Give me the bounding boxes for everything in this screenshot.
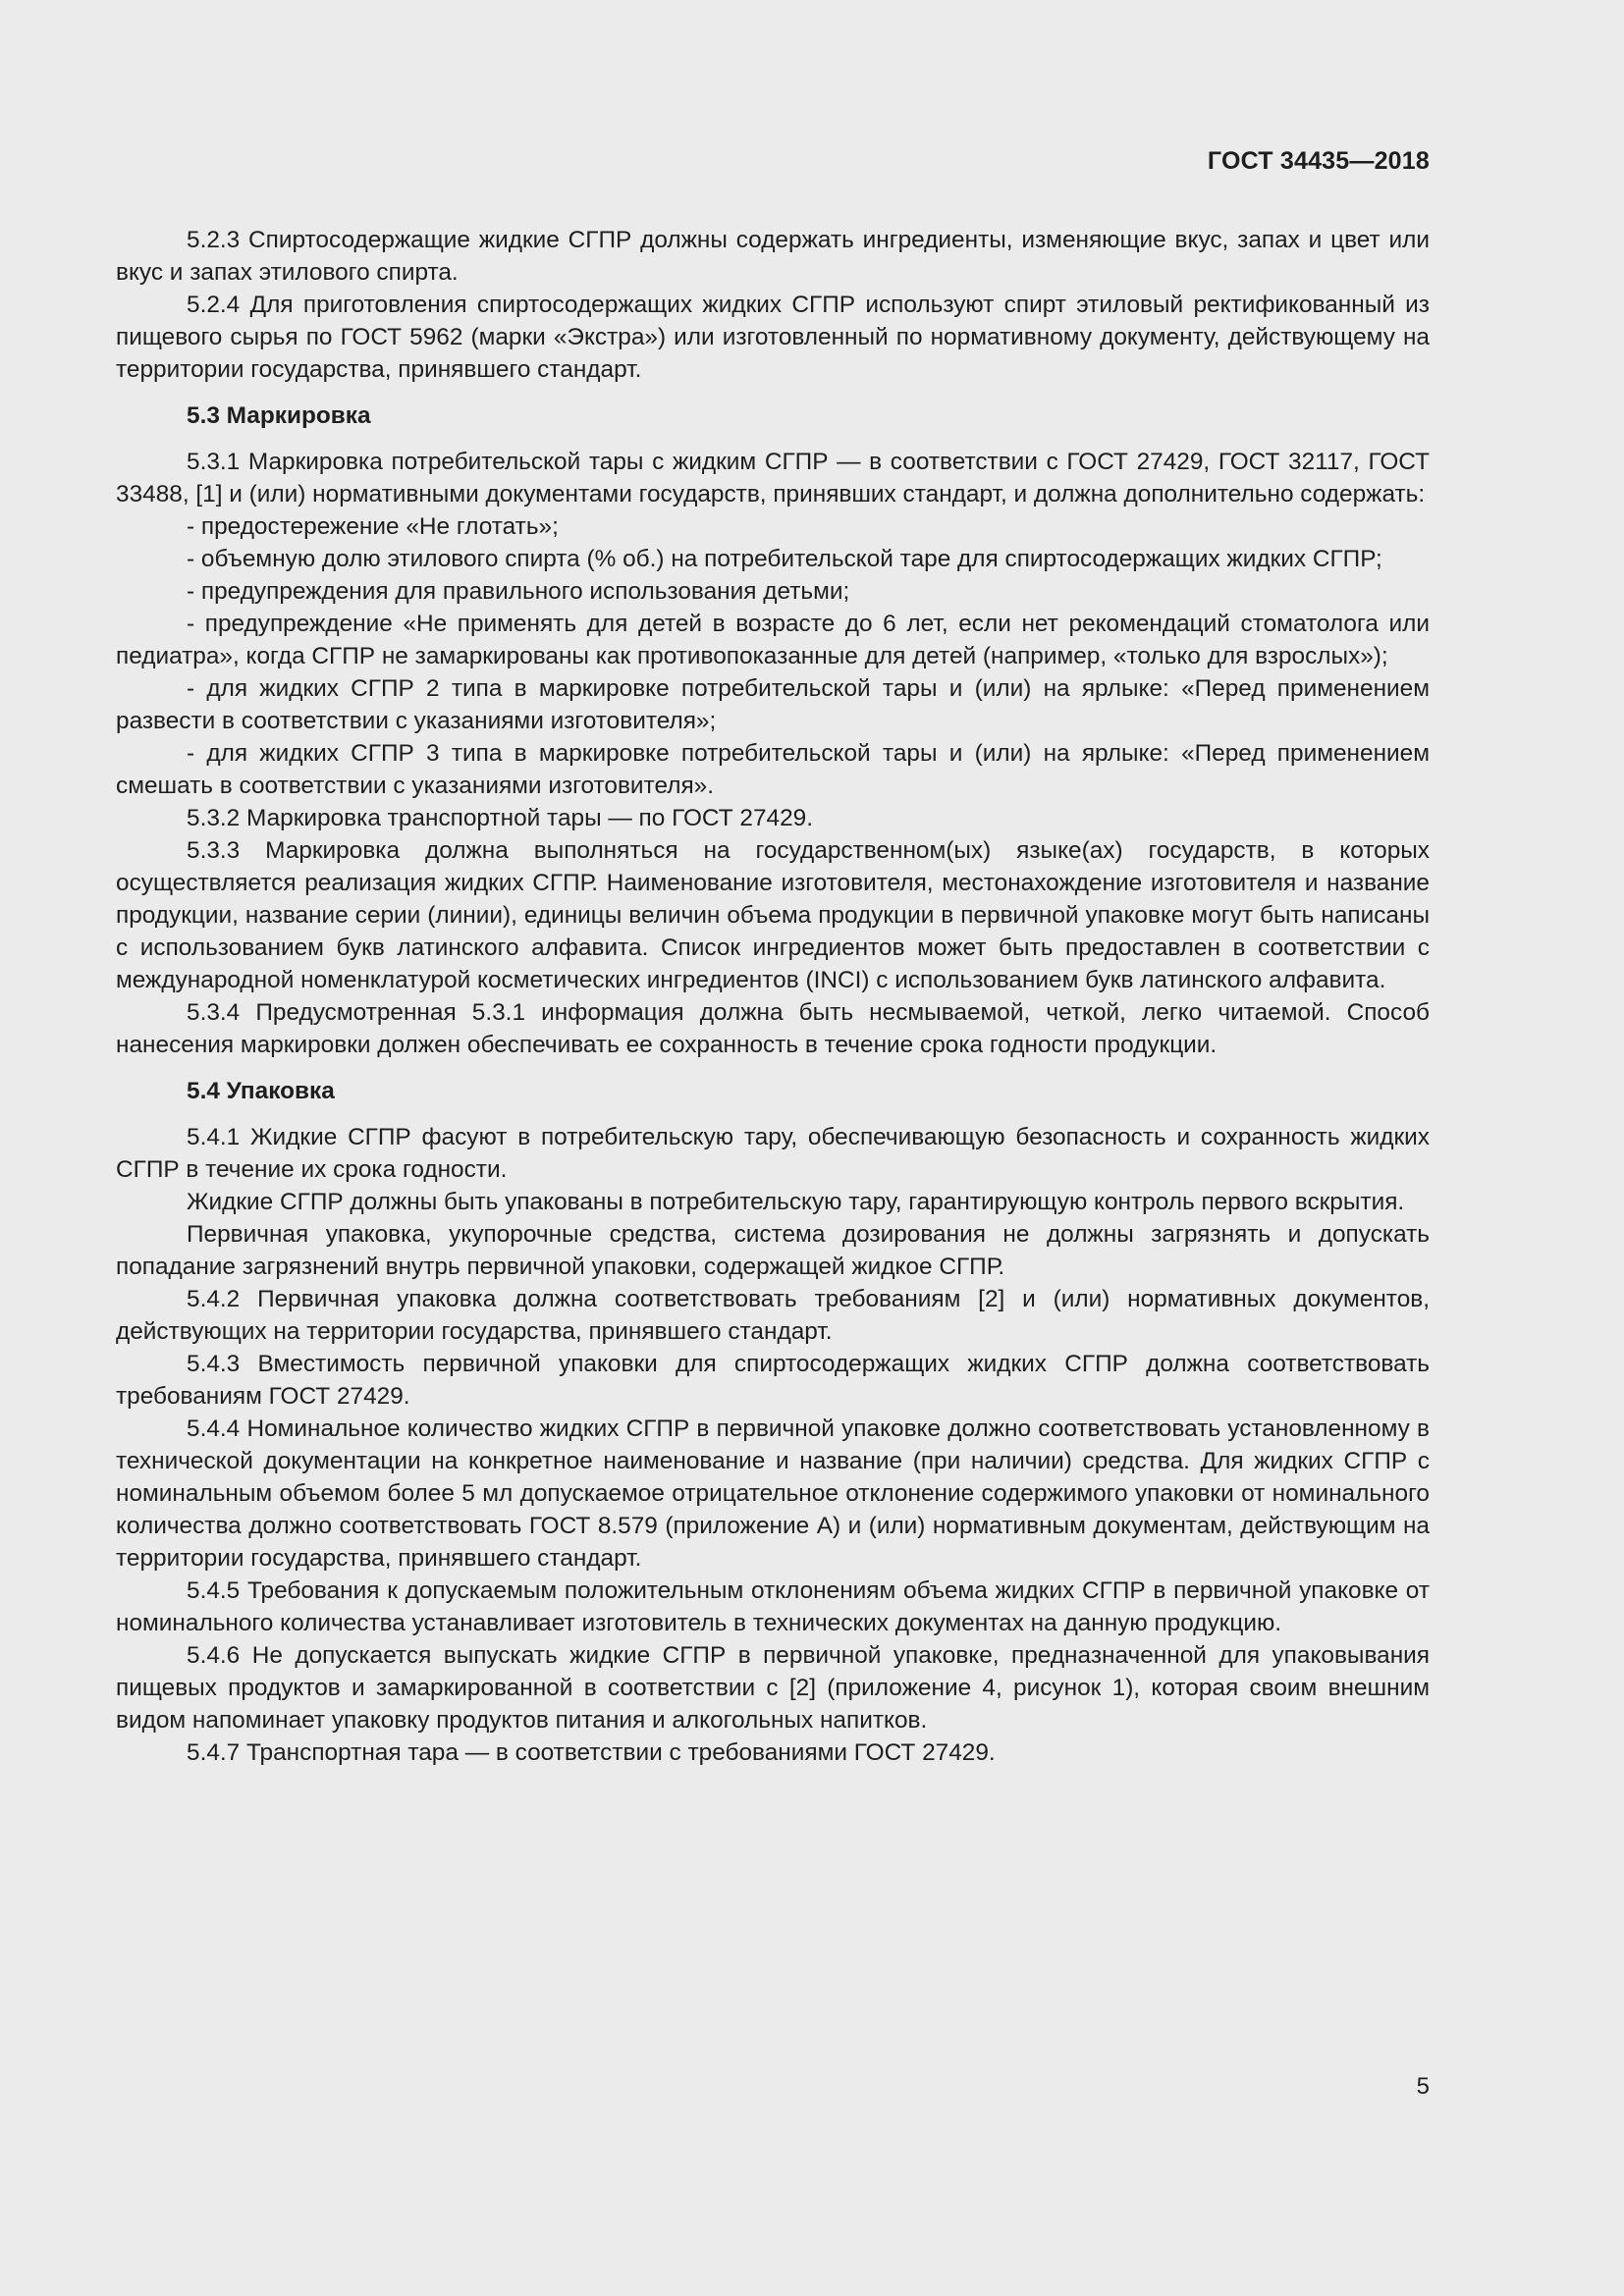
- paragraph: - предупреждения для правильного использования детьми;: [187, 578, 850, 605]
- document-body: [116, 224, 1430, 1769]
- paragraph: - для жидких СГПР 3 типа в маркировке потребительской тары и (или) на ярлыке: «Перед применением смешать в соответствии с указаниями изготовителя».: [116, 740, 1430, 799]
- paragraph: 5.3.4 Предусмотренная 5.3.1 информация должна быть несмываемой, четкой, легко читаемой. Способ нанесения маркировки должен обеспечивать ее сохранность в течение срока годности продукции.: [116, 999, 1430, 1058]
- paragraph: - предупреждение «Не применять для детей в возрасте до 6 лет, если нет рекомендаций стоматолога или педиатра», когда СГПР не замаркированы как противопоказанные для детей (например, «только для взрослых»);: [116, 611, 1430, 669]
- paragraph: 5.2.3 Спиртосодержащие жидкие СГПР должны содержать ингредиенты, изменяющие вкус, запах и цвет или вкус и запах этилового спирта.: [116, 227, 1430, 286]
- paragraph: - предостережение «Не глотать»;: [187, 513, 559, 540]
- paragraph: 5.4.3 Вместимость первичной упаковки для спиртосодержащих жидких СГПР должна соответствовать требованиям ГОСТ 27429.: [116, 1351, 1430, 1410]
- paragraph: 5.2.4 Для приготовления спиртосодержащих жидких СГПР используют спирт этиловый ректификованный из пищевого сырья по ГОСТ 5962 (марки «Экстра») или изготовленный по нормативному документу, действующему на территории государства, принявшего стандарт.: [116, 292, 1430, 383]
- paragraph: 5.4.1 Жидкие СГПР фасуют в потребительскую тару, обеспечивающую безопасность и сохранность жидких СГПР в течение их срока годности.: [116, 1124, 1430, 1183]
- section-heading: 5.3 Маркировка: [187, 402, 371, 429]
- paragraph: 5.4.2 Первичная упаковка должна соответствовать требованиям [2] и (или) нормативных документов, действующих на территории государства, принявшего стандарт.: [116, 1286, 1430, 1345]
- standard-header: ГОСТ 34435—2018: [1207, 147, 1430, 175]
- paragraph: - объемную долю этилового спирта (% об.) на потребительской таре для спиртосодержащих жидких СГПР;: [187, 546, 1382, 572]
- paragraph: 5.3.3 Маркировка должна выполняться на государственном(ых) языке(ах) государств, в которых осуществляется реализация жидких СГПР. Наименование изготовителя, местонахождение изготовителя и название продукции, название серии (линии), единицы величин объема продукции в первичной упаковке могут быть написаны с использованием букв латинского алфавита. Список ингредиентов может быть предоставлен в соответствии с международной номенклатурой косметических ингредиентов (INCI) с использованием букв латинского алфавита.: [116, 837, 1430, 993]
- paragraph: 5.4.7 Транспортная тара — в соответствии с требованиями ГОСТ 27429.: [187, 1739, 996, 1766]
- paragraph: Жидкие СГПР должны быть упакованы в потребительскую тару, гарантирующую контроль первого вскрытия.: [187, 1189, 1405, 1215]
- paragraph: 5.4.5 Требования к допускаемым положительным отклонениям объема жидких СГПР в первичной упаковке от номинального количества устанавливает изготовитель в технических документах на данную продукцию.: [116, 1577, 1430, 1636]
- paragraph: Первичная упаковка, укупорочные средства, система дозирования не должны загрязнять и допускать попадание загрязнений внутрь первичной упаковки, содержащей жидкое СГПР.: [116, 1221, 1430, 1280]
- paragraph: 5.3.2 Маркировка транспортной тары — по ГОСТ 27429.: [187, 805, 813, 831]
- page-number: 5: [1416, 2073, 1430, 2100]
- section-heading: 5.4 Упаковка: [187, 1078, 335, 1104]
- paragraph: 5.3.1 Маркировка потребительской тары с жидким СГПР — в соответствии с ГОСТ 27429, ГОСТ 32117, ГОСТ 33488, [1] и (или) нормативными документами государств, принявших стандарт, и должна дополнительно содержать:: [116, 449, 1430, 507]
- paragraph: - для жидких СГПР 2 типа в маркировке потребительской тары и (или) на ярлыке: «Перед применением развести в соответствии с указаниями изготовителя»;: [116, 675, 1430, 734]
- paragraph: 5.4.4 Номинальное количество жидких СГПР в первичной упаковке должно соответствовать установленному в технической документации на конкретное наименование и название (при наличии) средства. Для жидких СГПР с номинальным объемом более 5 мл допускаемое отрицательное отклонение содержимого упаковки от номинального количества должно соответствовать ГОСТ 8.579 (приложение А) и (или) нормативным документам, действующим на территории государства, принявшего стандарт.: [116, 1415, 1430, 1572]
- paragraph: 5.4.6 Не допускается выпускать жидкие СГПР в первичной упаковке, предназначенной для упаковывания пищевых продуктов и замаркированной в соответствии с [2] (приложение 4, рисунок 1), которая своим внешним видом напоминает упаковку продуктов питания и алкогольных напитков.: [116, 1642, 1430, 1734]
